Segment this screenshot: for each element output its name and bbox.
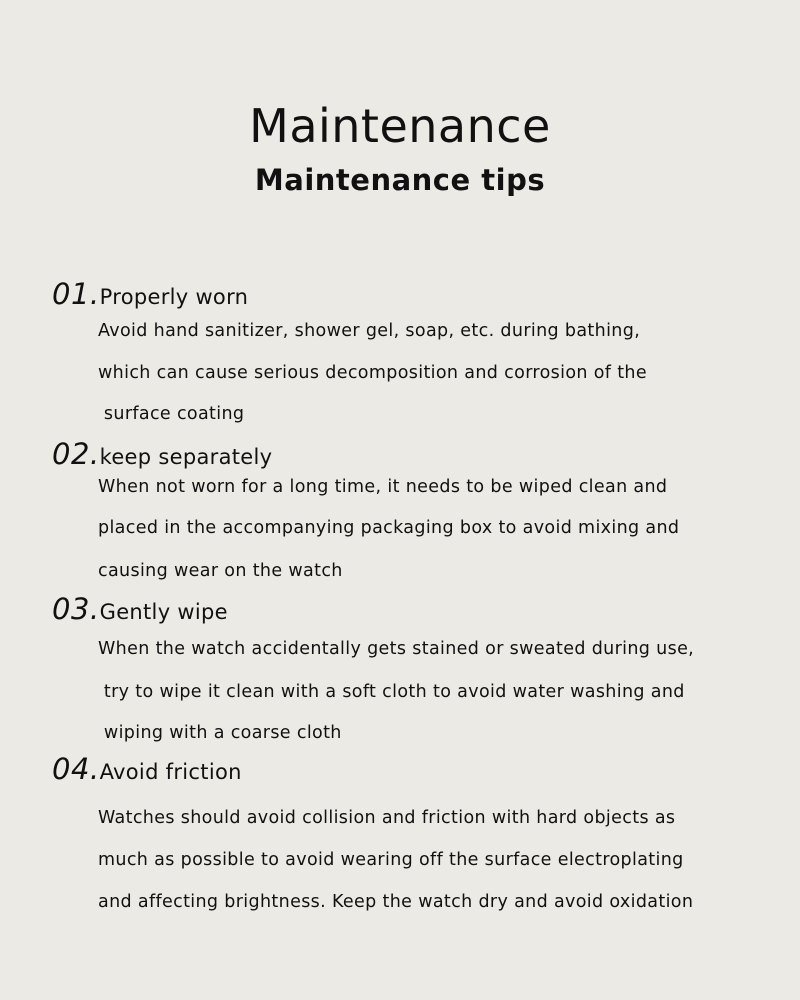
tip-number: 03. xyxy=(52,592,100,626)
tip-heading xyxy=(52,749,242,794)
tip-text-line: try to wipe it clean with a soft cloth to avoid water washing and xyxy=(98,682,685,702)
tip-text-line: Watches should avoid collision and friction with hard objects as xyxy=(98,808,676,828)
tip-title: Properly worn xyxy=(99,285,249,309)
tip-number: 02. xyxy=(52,437,100,471)
tip-title: Gently wipe xyxy=(99,600,228,624)
tip-text-line: placed in the accompanying packaging box to avoid mixing and xyxy=(98,518,680,538)
page-subtitle: Maintenance tips xyxy=(254,163,546,197)
tip-text-line: When the watch accidentally gets stained or sweated during use, xyxy=(98,639,695,659)
tip-text-line: When not worn for a long time, it needs to be wiped clean and xyxy=(98,477,668,497)
tip-text-line: Avoid hand sanitizer, shower gel, soap, etc. during bathing, xyxy=(98,321,641,341)
tip-text-line: which can cause serious decomposition and corrosion of the xyxy=(98,363,647,383)
tip-title: Avoid friction xyxy=(99,760,242,784)
tip-heading xyxy=(52,589,228,634)
tip-text-line: wiping with a coarse cloth xyxy=(98,723,342,743)
tip-text-line: much as possible to avoid wearing off the surface electroplating xyxy=(98,850,684,870)
tip-heading xyxy=(52,434,272,479)
tip-title: keep separately xyxy=(99,445,273,469)
tip-heading xyxy=(52,274,248,319)
tip-text-line: and affecting brightness. Keep the watch dry and avoid oxidation xyxy=(98,892,694,912)
tip-number: 04. xyxy=(52,752,100,786)
tip-number: 01. xyxy=(52,277,100,311)
page-title: Maintenance xyxy=(249,99,551,153)
tip-text-line: causing wear on the watch xyxy=(98,561,343,581)
tip-text-line: surface coating xyxy=(98,404,245,424)
